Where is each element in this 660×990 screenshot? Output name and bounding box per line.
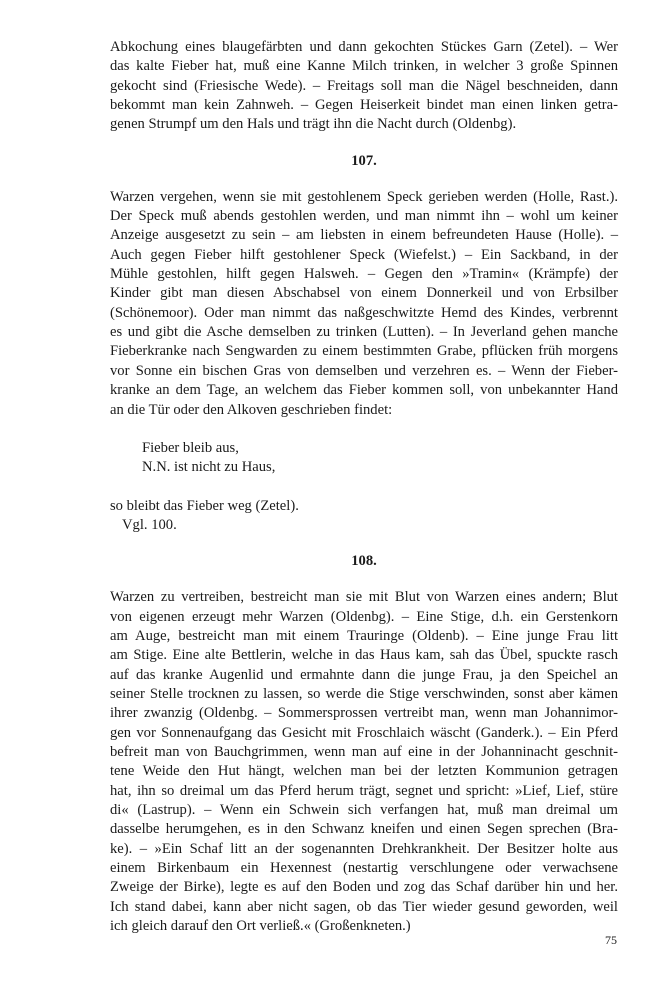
section-108-body — [110, 588, 618, 936]
page-number: 75 — [605, 933, 617, 947]
text-line: (Schönemoor). Oder man nimmt das naßgeschwitzte Hemd des Kindes, verbrennt — [110, 304, 618, 321]
section-heading-108: 108. — [351, 553, 377, 570]
section-107-body — [110, 188, 618, 536]
text-line: kranke an dem Tage, an welchem das Fieber kommen soll, von unbekannter Hand — [110, 382, 618, 399]
text-line: einem Birkenbaum ein Hexennest (nestartig verschlungene oder verwachsene — [110, 860, 618, 877]
paragraph-top — [110, 38, 618, 135]
text-line: Fieberkranke nach Sengwarden zu einem bestimmten Grabe, pflücken früh morgens — [110, 343, 618, 360]
text-line: Abkochung eines blaugefärbten und dann gekochten Stückes Garn (Zetel). – Wer — [110, 39, 618, 55]
verse-line: Fieber bleib aus, — [142, 439, 239, 456]
text-line: hat, ihn so dreimal um das Pferd herum trägt, segnet und spricht: »Lief, Lief, stüre — [110, 782, 618, 799]
text-line: es und gibt die Asche demselben zu trinken (Lutten). – In Jeverland gehen manche — [110, 324, 618, 341]
text-line: Kinder gibt man diesen Abschabsel von einem Donnerkeil und von Erbsilber — [110, 285, 618, 302]
text-line: Der Speck muß abends gestohlen werden, und man nimmt ihn – wohl um keiner — [110, 208, 618, 225]
text-line: ich gleich darauf den Ort verließ.« (Großenkneten.) — [110, 918, 411, 935]
text-line: vor Sonne ein bischen Gras von demselben und verzehren es. – Wenn der Fieber- — [110, 362, 618, 379]
text-line: gekocht sind (Friesische Wede). – Freitags soll man die Nägel beschneiden, dann — [110, 77, 618, 94]
text-line: dasselbe herumgehen, es in den Schwanz kneifen und einen Segen sprechen (Bra- — [110, 821, 618, 838]
text-line: befreit man von Bauchgrimmen, wenn man auf eine in der Johanninacht geschnit- — [110, 743, 618, 760]
text-line: an die Tür oder den Alkoven geschrieben findet: — [110, 401, 393, 418]
verse-line: N.N. ist nicht zu Haus, — [142, 459, 276, 476]
text-line: von eigenen erzeugt mehr Warzen (Oldenbg). – Eine Stige, d.h. ein Gerstenkorn — [110, 608, 618, 625]
text-line: ke). – »Ein Schaf litt an der sogenannten Drehkrankheit. Der Besitzer holte aus — [110, 840, 618, 857]
closing-line: so bleibt das Fieber weg (Zetel). — [110, 497, 299, 514]
text-line: di« (Lastrup). – Wenn ein Schwein sich verfangen hat, muß man dreimal um — [110, 802, 618, 818]
text-line: am Auge, bestreicht man mit einem Trauringe (Oldenb). – Eine junge Frau litt — [110, 627, 618, 644]
text-line: gen vor Sonnenaufgang das Gesicht mit Froschlaich wäscht (Ganderk.). – Ein Pferd — [110, 724, 618, 741]
text-line: Ich stand dabei, kann aber nicht sagen, ob das Tier wieder gesund geworden, weil — [110, 898, 618, 915]
verse-block — [110, 439, 618, 478]
text-line: Anzeige ausgesetzt zu sein – am liebsten in einem befreundeten Hause (Holle). – — [110, 227, 618, 244]
text-line: ihrer zwanzig (Oldenbg. – Sommersprossen vertreibt man, wenn man Johannimor- — [110, 705, 618, 722]
text-line: tene Weide den Hut hängt, welchen man bei der letzten Kommunion getragen — [110, 763, 618, 780]
text-line: Warzen vergehen, wenn sie mit gestohlenem Speck gerieben werden (Holle, Rast.). — [110, 188, 618, 205]
page-body — [110, 38, 618, 936]
section-heading-107: 107. — [351, 152, 377, 169]
text-line: Zweige der Birke), legte es auf den Boden und zog das Schaf darüber hin und her. — [110, 879, 618, 896]
text-line: bekommt man kein Zahnweh. – Gegen Heiserkeit bindet man einen linken getra- — [110, 97, 618, 114]
text-line: am Stige. Eine alte Bettlerin, welche in das Haus kam, sah das Übel, spuckte rasch — [110, 647, 618, 664]
text-line: seiner Stelle trocknen zu lassen, so werde die Stige verschwinden, sonst aber kämen — [110, 685, 618, 702]
text-line: auf das kranke Augenlid und ermahnte dann die junge Frau, ja den Speichel an — [110, 666, 618, 683]
text-line: Warzen zu vertreiben, bestreicht man sie mit Blut von Warzen eines andern; Blut — [110, 589, 618, 606]
cross-reference: Vgl. 100. — [122, 516, 177, 533]
text-line: Auch gegen Fieber hilft gestohlener Speck (Wiefelst.) – Ein Sackband, in der — [110, 246, 618, 263]
text-line: das kalte Fieber hat, muß eine Kanne Milch trinken, in welcher 3 große Spinnen — [110, 58, 618, 75]
text-line: Mühle gestohlen, hilft gegen Halsweh. – Gegen den »Tramin« (Krämpfe) der — [110, 266, 618, 283]
text-line: genen Strumpf um den Hals und trägt ihn die Nacht durch (Oldenbg). — [110, 116, 517, 133]
